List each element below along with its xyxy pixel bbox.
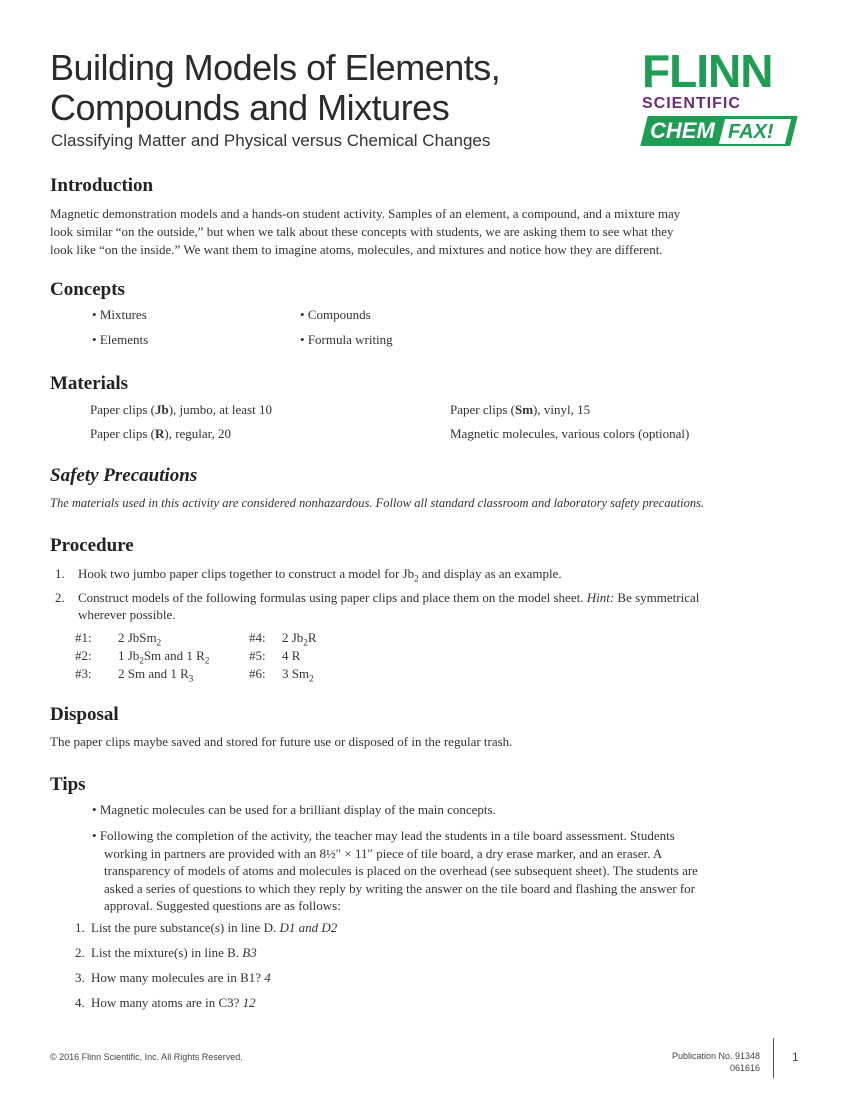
footer-publication [620,1050,760,1074]
material-item-magnetic-molecules: Magnetic molecules, various colors (optional) [450,426,690,441]
formula-6: 3 $Sm_2$ [282,666,314,684]
page-subtitle: Classifying Matter and Physical versus Chemical Changes [51,131,491,150]
material-item-regular-clips: Paper clips (R), regular, 20 [90,426,231,441]
formula-1: 2 JbSm$_2$ [118,630,162,648]
introduction-line-1: Magnetic demonstration models and a hands-on student activity. Samples of an element, a compound, and a mixture may [50,206,681,221]
safety-text: The materials used in this activity are considered nonhazardous. Follow all standard classroom and laboratory safety precautions. [50,496,705,510]
formula-5-label: #5: [249,648,266,663]
concept-item: • Formula writing [300,332,393,347]
publication-number: Publication No. 91348 [671,1051,760,1061]
heading-introduction: Introduction [50,175,154,196]
formula-2-label: #2: [75,648,92,663]
footer-copyright: © 2016 Flinn Scientific, Inc. All Rights Reserved. [50,1052,243,1062]
heading-safety-precautions: Safety Precautions [50,465,198,486]
formula-4: 2 $Jb_2R$ [282,630,317,648]
formula-4-label: #4: [249,630,266,645]
logo-chem-text: CHEM [650,118,715,143]
introduction-line-3: look like “on the inside.” We want them to imagine atoms, molecules, and mixtures and notice how they are different. [50,242,663,257]
formula-3: 2 Sm and 1 $R_3$ [118,666,194,684]
concept-item: • Mixtures [92,307,147,322]
page-title [50,48,610,128]
footer-divider [773,1038,774,1078]
tip-bullet-1: • Magnetic molecules can be used for a brilliant display of the main concepts. [92,802,496,817]
formula-3-label: #3: [75,666,92,681]
logo-scientific-text: SCIENTIFIC [642,95,741,112]
introduction-line-2: look similar “on the outside,” but when we talk about these concepts with students, we are asking them to see what they [50,224,674,239]
heading-materials: Materials [50,373,129,394]
document-page: Building Models of Elements, Compounds and Mixtures Classifying Matter and Physical versus Chemical Changes FLINN SCIENTIFIC CHEM FAX! Introduction Magnetic demonstration models and a hands-on student activity. Samples of an element, a compound, and a mixture may look similar “on the outside,” but when we talk about these concepts with students, we are asking them to see what they look like “on the inside.” We want them to imagine atoms, molecules, and mixtures and notice how they are different. Concepts • Mixtures • Compounds • Elements • Formula writing Materials Paper clips (Jb), jumbo, at least 10 Paper clips (Sm), vinyl, 15 Paper clips (R), regular, 20 Magnetic molecules, various colors (optional) Safety Precautions The materials used in this activity are considered nonhazardous. Follow all standard classroom and laboratory safety precautions. Procedure 1. Hook two jumbo paper clips together to construct a model for $Jb_2$ and display as an example. 2. Construct models of the following formulas using paper clips and place them on the model sheet. Hint: Be symmetrical wherever possible. #1: 2 JbSm$_2$ #4: 2 $Jb_2R$ #2: 1 $Jb_2Sm$ and 1 $R_2$ #5: 4 R #3: 2 Sm and 1 $R_3$ #6: 3 $Sm_2$ Disposal The paper clips maybe saved and stored for future use or disposed of in the regular trash. Tips • Magnetic molecules can be used for a brilliant display of the main concepts. • Following the completion of the activity, the teacher may lead the students in a tile board assessment. Students working in partners are provided with an 8½″ × 11″ piece of tile board, a dry erase marker, and an eraser. A transparency of models of atoms and molecules is placed on the overhead (see subsequent sheet). The students are asked a series of questions to which they reply by writing the answer on the tile board and flashing the answer for approval. Suggested questions are as follows: 1. List the pure substance(s) in line D. D1 and D2 2. List the mixture(s) in line B. B3 3. How many molecules are in B1? 4 4. How many atoms are in C3? 12 © 2016 Flinn Scientific, Inc. All Rights Reserved. Publication No. 91348 061616 1 [0,0,850,1100]
logo-flinn-text: FLINN [642,45,773,97]
title-line-1: Building Models of Elements, [50,47,501,88]
heading-procedure: Procedure [50,535,134,556]
heading-tips: Tips [50,774,86,795]
introduction-text [50,205,680,259]
formula-6-label: #6: [249,666,266,681]
concept-item: • Compounds [300,307,371,322]
formula-2: 1 $Jb_2Sm$ and 1 $R_2$ [118,648,210,666]
flinn-logo [640,45,800,152]
page-number: 1 [792,1050,799,1064]
material-item-jumbo-clips: Paper clips (Jb), jumbo, at least 10 [90,402,272,417]
publication-code: 061616 [729,1063,760,1073]
disposal-text: The paper clips maybe saved and stored for future use or disposed of in the regular trash. [50,734,513,749]
formula-1-label: #1: [75,630,92,645]
tip-bullet-2: • Following the completion of the activity, the teacher may lead the students in a tile board assessment. Students working in partners are provided with an 8½″ × 11″ piece of tile board, a dry erase marker, and an eraser. A transparency of models of atoms and molecules is placed on the overhead (see subsequent sheet). The students are asked a series of questions to which they reply by writing the answer on the tile board and flashing the answer for approval. Suggested questions are as follows: [92,828,698,913]
title-line-2: Compounds and Mixtures [50,87,450,128]
concept-item: • Elements [92,332,149,347]
logo-fax-text: FAX! [728,121,774,143]
heading-concepts: Concepts [50,279,125,300]
material-item-vinyl-clips: Paper clips (Sm), vinyl, 15 [450,402,591,417]
formula-5: 4 R [282,648,301,663]
heading-disposal: Disposal [50,704,119,725]
